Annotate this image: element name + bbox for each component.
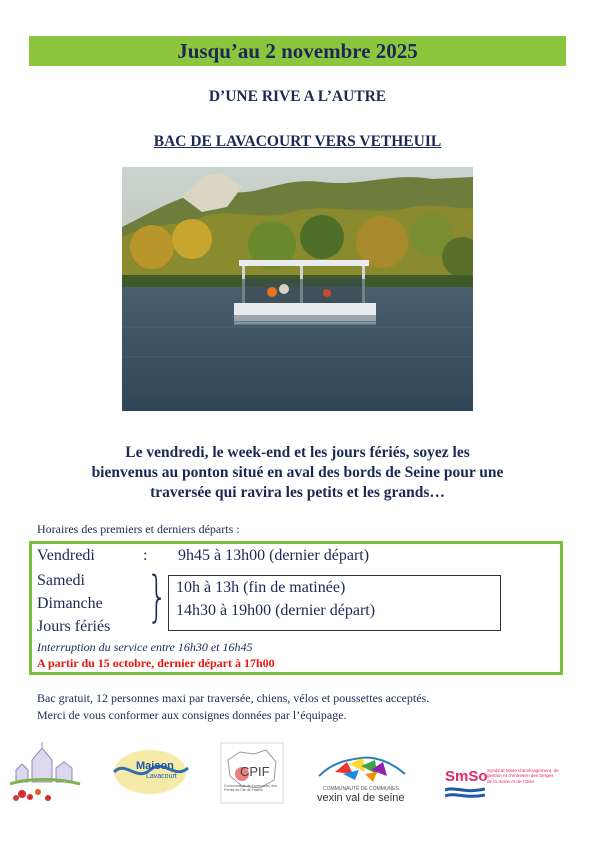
subtitle-bac: BAC DE LAVACOURT VERS VETHEUIL	[153, 133, 442, 150]
schedule-heading: Horaires des premiers et derniers départs :	[37, 522, 240, 536]
maison-logo-main: Maison	[136, 760, 174, 772]
intro-line: bienvenus au ponton situé en aval des bords de Seine pour une	[91, 464, 504, 481]
friday-hours: 9h45 à 13h00 (dernier départ)	[178, 547, 370, 564]
date-banner	[29, 36, 566, 66]
brace-icon: }	[146, 565, 168, 628]
banner-text: Jusqu’au 2 novembre 2025	[177, 38, 418, 63]
october-notice: A partir du 15 octobre, dernier départ à 17h00	[37, 656, 275, 670]
cpif-logo-sub: Communauté de Communes des Portes de l'Ile de France	[224, 784, 277, 792]
vexin-logo-top: COMMUNAUTÉ DE COMMUNES	[323, 786, 399, 792]
footer-text	[37, 690, 429, 724]
day-sunday: Dimanche	[37, 595, 103, 612]
smso-logo-title: SmSo	[445, 768, 488, 785]
smso-logo-desc: Syndicat Mixte d'aménagement, de gestion et d'entretien des berges de la Seine et de l'Oise	[487, 768, 559, 784]
weekend-morning: 10h à 13h (fin de matinée)	[176, 579, 346, 596]
footer-line: Merci de vous conformer aux consignes données par l’équipage.	[37, 708, 347, 722]
day-saturday: Samedi	[37, 572, 85, 589]
maison-lavacourt-logo	[110, 742, 190, 802]
footer-line: Bac gratuit, 12 personnes maxi par traversée, chiens, vélos et poussettes acceptés.	[37, 691, 430, 705]
cpif-logo	[220, 742, 284, 802]
weekend-afternoon: 14h30 à 19h00 (dernier départ)	[176, 602, 376, 619]
village-logo	[8, 742, 82, 802]
intro-text	[30, 443, 565, 503]
smso-logo	[443, 742, 563, 802]
maison-logo-sub: Lavacourt	[146, 773, 177, 780]
ferry-photo	[122, 167, 473, 411]
vexin-logo-main: vexin val de seine	[317, 792, 405, 804]
subtitle-rive: D’UNE RIVE A L’AUTRE	[208, 88, 387, 105]
colon: :	[143, 547, 148, 564]
intro-line: Le vendredi, le week-end et les jours fériés, soyez les	[125, 444, 470, 461]
intro-line: traversée qui ravira les petits et les grands…	[150, 484, 445, 501]
interruption-note: Interruption du service entre 16h30 et 16h45	[37, 640, 253, 654]
vexin-logo	[313, 742, 409, 802]
cpif-logo-title: CPIF	[240, 764, 270, 779]
friday-label: Vendredi	[37, 547, 95, 564]
day-holidays: Jours fériés	[37, 618, 111, 635]
